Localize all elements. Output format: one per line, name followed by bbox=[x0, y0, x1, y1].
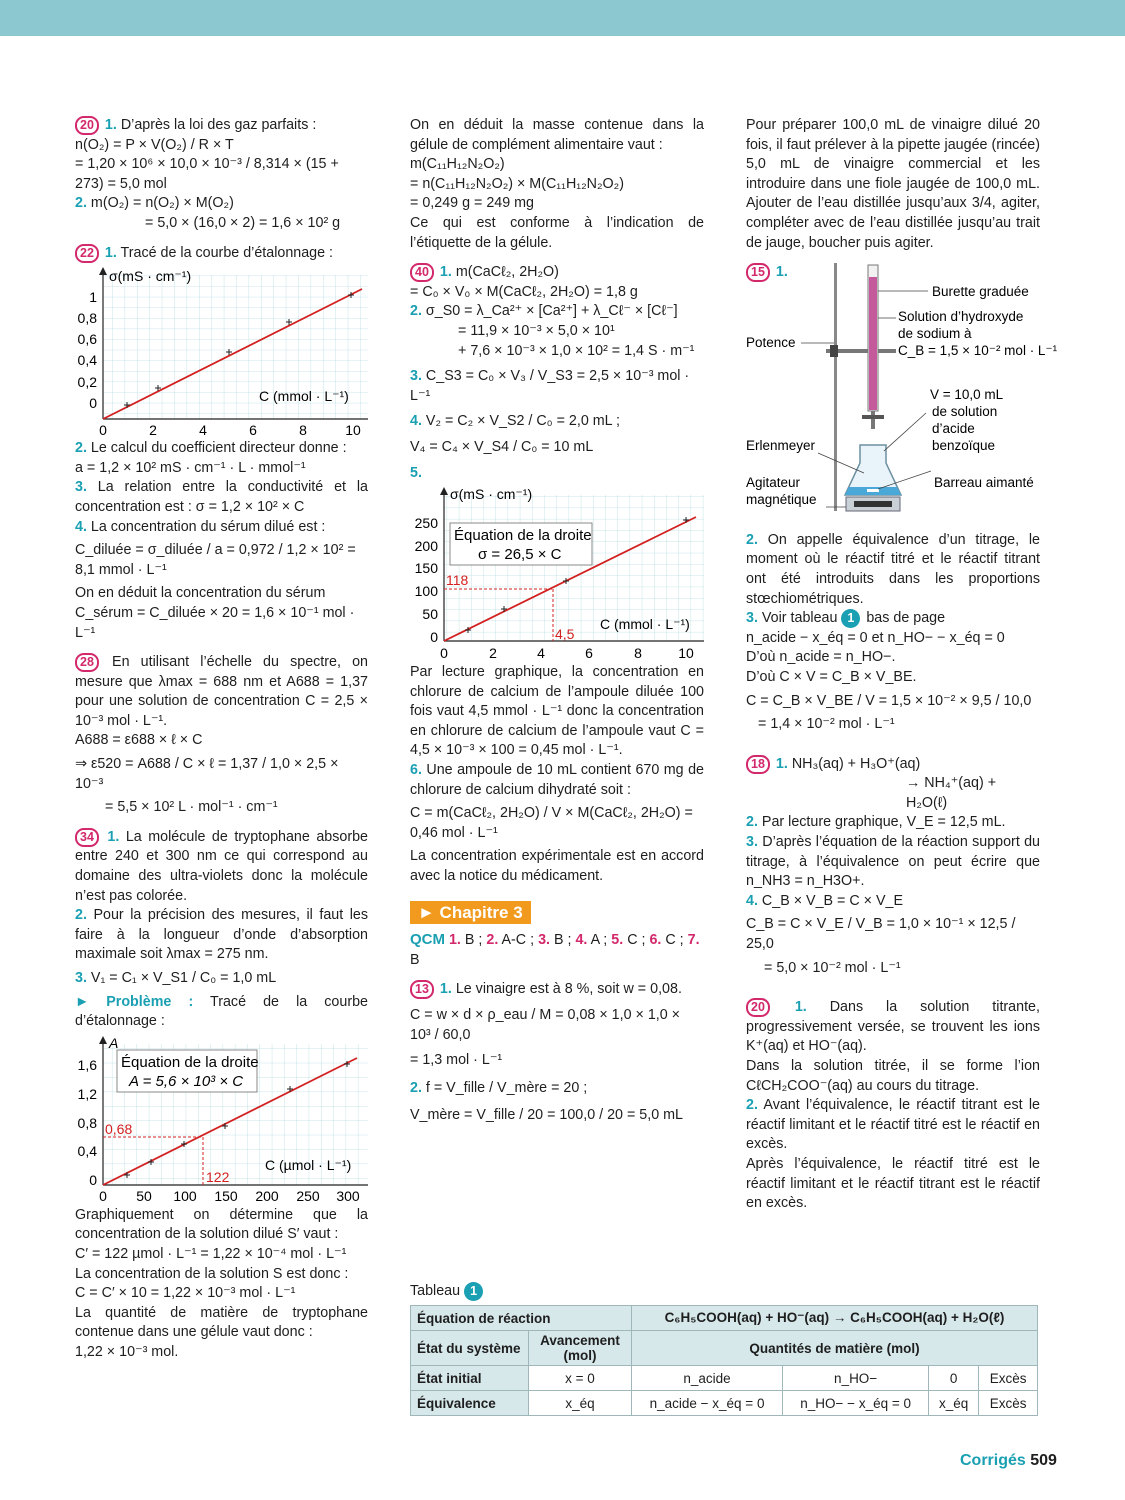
svg-text:C_B = 1,5 × 10⁻² mol · L⁻¹: C_B = 1,5 × 10⁻² mol · L⁻¹ bbox=[898, 342, 1058, 358]
svg-text:0,4: 0,4 bbox=[77, 1142, 97, 1159]
svg-text:σ(mS · cm⁻¹): σ(mS · cm⁻¹) bbox=[450, 486, 533, 503]
svg-text:Burette graduée: Burette graduée bbox=[932, 283, 1029, 299]
svg-text:benzoïque: benzoïque bbox=[932, 437, 996, 453]
svg-text:100: 100 bbox=[414, 583, 438, 600]
svg-text:0,2: 0,2 bbox=[77, 374, 97, 391]
table-row: État initial x = 0 n_acide n_HO− 0 Excès bbox=[411, 1366, 1038, 1391]
svg-text:100: 100 bbox=[173, 1187, 197, 1204]
svg-text:Erlenmeyer: Erlenmeyer bbox=[746, 437, 816, 453]
svg-text:Équation de la droite: Équation de la droite bbox=[121, 1053, 259, 1071]
svg-text:de sodium à: de sodium à bbox=[898, 325, 972, 341]
svg-text:0: 0 bbox=[99, 422, 107, 439]
svg-text:σ(mS · cm⁻¹): σ(mS · cm⁻¹) bbox=[109, 268, 192, 285]
svg-text:1,6: 1,6 bbox=[77, 1056, 97, 1073]
svg-text:200: 200 bbox=[255, 1187, 279, 1204]
svg-text:1,2: 1,2 bbox=[77, 1085, 97, 1102]
exercise-badge: 20 bbox=[746, 998, 770, 1017]
svg-text:4: 4 bbox=[199, 422, 207, 439]
column-1: 20 1. D’après la loi des gaz parfaits : n(O₂) = P × V(O₂) / R × T = 1,20 × 10⁶ × 10,0 × 10⁻³ / 8,314 × (15 + 273) = 5,0 mol 2. m(O₂) = n(O₂) × M(O₂) = 5,0 × (16,0 × 2) = 1,6 × 10² g 22 1. Tracé de la courbe d’étalonnage : σ(mS · cm⁻¹) C (mmol · L⁻¹) 1 0,8 0,6 0,4 0,2 0 0 2 4 6 8 10 2. Le calcul du coefficient directeur donne : a = 1,2 × 10² mS · cm⁻¹ · L · mmol⁻¹ 3. La relation entre la conductivité et la concentration est : σ = 1,2 × 10² × C 4. La concentration du sérum dilué est : C_diluée = σ_diluée / a = 0,972 / 1,2 × 10² = 8,1 mmol · L⁻¹ On en déduit la concentration du sérum C_sérum = C_diluée × 20 = 1,6 × 10⁻¹ mol · L⁻¹ 28 En utilisant l’échelle du spectre, on mesure que λmax = 688 nm et A688 = 1,37 pour une solution de concentration C = 2,5 × 10⁻³ mol · L⁻¹. A688 = ε688 × ℓ × C ⇒ ε520 = A688 / C × ℓ = 1,37 / 1,0 × 2,5 × 10⁻³ = 5,5 × 10² L · mol⁻¹ · cm⁻¹ 34 1. La molécule de tryptophane absorbe entre 240 et 300 nm ce qui correspond au domaine des ultra-violets donc la molécule n’est pas colorée. 2. Pour la précision des mesures, il faut les faire à la longueur d’onde d’absorption maximale soit λmax = 275 nm. 3. V₁ = C₁ × V_S1 / C₀ = 1,0 mL ► Problème : Tracé de la courbe d’étalonnage : Équation de la droite A = 5,6 × 10³ × C A C (µmol · L⁻¹) 0,68 122 1,6 1,2 0,8 0,4 0 0 50 100 150 200 250 300 Graphiquement on détermine que la concentration de la solution dilué S′ vaut : C′ = 122 µmol · L⁻¹ = 1,22 × 10⁻⁴ mol · L⁻¹ La concentration de la solution S est donc : C = C′ × 10 = 1,22 × 10⁻³ mol · L⁻¹ La quantité de matière de tryptophane contenue dans une gélule vaut donc : 1,22 × 10⁻³ mol. bbox=[75, 117, 368, 1360]
svg-text:C (mmol · L⁻¹): C (mmol · L⁻¹) bbox=[600, 616, 690, 633]
svg-text:2: 2 bbox=[489, 645, 497, 662]
exercise-badge: 22 bbox=[75, 244, 99, 263]
svg-text:10: 10 bbox=[345, 422, 361, 439]
svg-text:0,8: 0,8 bbox=[77, 310, 97, 327]
svg-text:magnétique: magnétique bbox=[746, 491, 817, 507]
svg-text:2: 2 bbox=[149, 422, 157, 439]
exercise-badge: 28 bbox=[75, 653, 99, 672]
svg-text:Potence: Potence bbox=[746, 334, 796, 350]
svg-text:d’acide: d’acide bbox=[932, 420, 975, 436]
svg-text:σ = 26,5 × C: σ = 26,5 × C bbox=[478, 546, 562, 564]
svg-text:250: 250 bbox=[414, 515, 438, 532]
reaction-table: Équation de réaction C₆H₅COOH(aq) + HO⁻(aq) → C₆H₅COOH(aq) + H₂O(ℓ) État du système Avancement (mol) Quantités de matière (mol) État initial x = 0 n_acide n_HO− 0 Excès Équivalence x_éq n_acide − x_éq = 0 n_HO− − x_éq = 0 x_éq Excès bbox=[410, 1305, 1038, 1416]
exercise-badge: 13 bbox=[410, 980, 434, 999]
svg-text:50: 50 bbox=[422, 606, 438, 623]
svg-text:4: 4 bbox=[537, 645, 545, 662]
svg-text:1: 1 bbox=[89, 289, 97, 306]
table-row: Équivalence x_éq n_acide − x_éq = 0 n_HO− − x_éq = 0 x_éq Excès bbox=[411, 1391, 1038, 1416]
titration-apparatus bbox=[746, 263, 1058, 525]
svg-text:200: 200 bbox=[414, 538, 438, 555]
calibration-graph-2 bbox=[410, 485, 704, 661]
column-3: Pour préparer 100,0 mL de vinaigre dilué 20 fois, il faut prélever à la pipette jaugée (rincée) 5,0 mL de vinaigre commercial et les introduire dans une fiole jaugée de 100,0 mL. Ajouter de l’eau distillée jusqu’aux 3/4, agiter, compléter avec de l’eau distillée jusqu’au trait de jauge, boucher puis agiter. 15 1. Burette graduée Solution d’hydroxyde de sodium à C_B = 1,5 × 10⁻² mol · L⁻¹ Potence V = 10,0 mL de solution d’acide benzoïque Erlenmeyer Agitateur magnétique Barreau aimanté 2. On appelle équivalence d’un titrage, le moment où le réactif titré et le réactif titrant ont été introduits dans les proportions stœchiométriques. 3. Voir tableau 1 bas de page n_acide − x_éq = 0 et n_HO− − x_éq = 0 D’où n_acide = n_HO−. D’où C × V = C_B × V_BE. C = C_B × V_BE / V = 1,5 × 10⁻² × 9,5 / 10,0 = 1,4 × 10⁻² mol · L⁻¹ 18 1. NH₃(aq) + H₃O⁺(aq) → NH₄⁺(aq) + H₂O(ℓ) 2. Par lecture graphique, V_E = 12,5 mL. 3. D’après l’équation de la réaction support du titrage, à l’équivalence on peut écrire que n_NH3 = n_H3O+. 4. C_B × V_B = C × V_E C_B = C × V_E / V_B = 1,0 × 10⁻¹ × 12,5 / 25,0 = 5,0 × 10⁻² mol · L⁻¹ 20 1. Dans la solution titrante, progressivement versée, se trouvent les ions K⁺(aq) et HO⁻(aq). Dans la solution titrée, il se forme l’ion CℓCH₂COO⁻(aq) au cours du titrage. 2. Avant l’équivalence, le réactif titrant est le réactif limitant et le réactif titré est le réactif en excès. Après l’équivalence, le réactif titré est le réactif limitant et le réactif titrant est le réactif en excès. bbox=[746, 117, 1058, 1212]
column-2: On en déduit la masse contenue dans la gélule de complément alimentaire vaut : m(C₁₁H₁₂N₂O₂) = n(C₁₁H₁₂N₂O₂) × M(C₁₁H₁₂N₂O₂) = 0,249 g = 249 mg Ce qui est conforme à l’indication de l’étiquette de la gélule. 40 1. m(CaCℓ₂, 2H₂O) = C₀ × V₀ × M(CaCℓ₂, 2H₂O) = 1,8 g 2. σ_S0 = λ_Ca²⁺ × [Ca²⁺] + λ_Cℓ⁻ × [Cℓ⁻] = 11,9 × 10⁻³ × 5,0 × 10¹ + 7,6 × 10⁻³ × 1,0 × 10² = 1,4 S · m⁻¹ 3. C_S3 = C₀ × V₃ / V_S3 = 2,5 × 10⁻³ mol · L⁻¹ 4. V₂ = C₂ × V_S2 / C₀ = 2,0 mL ; V₄ = C₄ × V_S4 / C₀ = 10 mL 5. Équation de la droite σ = 26,5 × C σ(mS · cm⁻¹) C (mmol · L⁻¹) 118 4,5 250 200 150 100 50 0 0 2 4 6 8 10 Par lecture graphique, la concentration en chlorure de calcium de l’ampoule diluée 100 fois vaut 4,5 mmol · L⁻¹ donc la concentration en chlorure de calcium de l’ampoule vaut C = 4,5 × 10⁻³ × 100 = 0,45 mol · L⁻¹. 6. Une ampoule de 10 mL contient 670 mg de chlorure de calcium dihydraté soit : C = m(CaCℓ₂, 2H₂O) / V × M(CaCℓ₂, 2H₂O) = 0,46 mol · L⁻¹ La concentration expérimentale est en accord avec la notice du médicament. ► Chapitre 3 QCM 1. B ; 2. A-C ; 3. B ; 4. A ; 5. C ; 6. C ; 7. B 13 1. Le vinaigre est à 8 %, soit w = 0,08. C = w × d × ρ_eau / M = 0,08 × 1,0 × 1,0 × 10³ / 60,0 = 1,3 mol · L⁻¹ 2. f = V_fille / V_mère = 20 ; V_mère = V_fille / 20 = 100,0 / 20 = 5,0 mL bbox=[410, 117, 704, 1124]
svg-text:Barreau aimanté: Barreau aimanté bbox=[934, 474, 1034, 490]
svg-text:C (µmol · L⁻¹): C (µmol · L⁻¹) bbox=[265, 1156, 352, 1173]
svg-text:0,8: 0,8 bbox=[77, 1114, 97, 1131]
svg-text:0: 0 bbox=[430, 629, 438, 646]
svg-text:150: 150 bbox=[414, 560, 438, 577]
top-banner bbox=[0, 0, 1125, 36]
svg-text:V = 10,0 mL: V = 10,0 mL bbox=[930, 386, 1004, 402]
svg-text:Agitateur: Agitateur bbox=[746, 474, 801, 490]
page-number: 509 bbox=[1030, 1452, 1057, 1469]
svg-text:de solution: de solution bbox=[932, 403, 998, 419]
svg-text:0,68: 0,68 bbox=[105, 1120, 133, 1137]
svg-text:122: 122 bbox=[206, 1168, 230, 1185]
svg-text:300: 300 bbox=[336, 1187, 360, 1204]
exercise-badge: 34 bbox=[75, 828, 99, 847]
svg-text:A: A bbox=[109, 1034, 119, 1051]
svg-text:0: 0 bbox=[89, 395, 97, 412]
svg-text:8: 8 bbox=[634, 645, 642, 662]
svg-text:150: 150 bbox=[214, 1187, 238, 1204]
svg-text:10: 10 bbox=[678, 645, 694, 662]
svg-text:6: 6 bbox=[585, 645, 593, 662]
chapter-heading: ► Chapitre 3 bbox=[410, 901, 531, 925]
table-badge: 1 bbox=[464, 1282, 483, 1301]
svg-text:50: 50 bbox=[136, 1187, 152, 1204]
svg-text:250: 250 bbox=[296, 1187, 320, 1204]
calibration-graph-3 bbox=[75, 1034, 368, 1204]
svg-text:8: 8 bbox=[299, 422, 307, 439]
svg-text:0: 0 bbox=[99, 1187, 107, 1204]
svg-text:Solution d’hydroxyde: Solution d’hydroxyde bbox=[898, 308, 1024, 324]
exercise-badge: 15 bbox=[746, 263, 770, 282]
svg-text:0,6: 0,6 bbox=[77, 331, 97, 348]
svg-text:C (mmol · L⁻¹): C (mmol · L⁻¹) bbox=[259, 388, 349, 405]
svg-text:Équation de la droite: Équation de la droite bbox=[454, 527, 592, 545]
table-1: Tableau 1 Équation de réaction C₆H₅COOH(aq) + HO⁻(aq) → C₆H₅COOH(aq) + H₂O(ℓ) État du système Avancement (mol) Quantités de matière (mol) État initial x = 0 n_acide n_HO− 0 Excès Équivalence x_éq n_acide − x_éq = 0 n_HO− − x_éq = 0 x_éq Excès bbox=[410, 1282, 1040, 1416]
page-footer: Corrigés 509 bbox=[960, 1452, 1057, 1469]
svg-text:4,5: 4,5 bbox=[555, 626, 575, 643]
exercise-badge: 20 bbox=[75, 116, 99, 135]
svg-text:118: 118 bbox=[446, 572, 469, 589]
exercise-badge: 40 bbox=[410, 263, 434, 282]
calibration-graph-1 bbox=[75, 265, 368, 437]
svg-text:0: 0 bbox=[89, 1171, 97, 1188]
svg-text:6: 6 bbox=[249, 422, 257, 439]
svg-text:A = 5,6 × 10³ × C: A = 5,6 × 10³ × C bbox=[129, 1072, 244, 1090]
exercise-badge: 18 bbox=[746, 755, 770, 774]
svg-text:0,4: 0,4 bbox=[77, 352, 97, 369]
svg-text:0: 0 bbox=[440, 645, 448, 662]
